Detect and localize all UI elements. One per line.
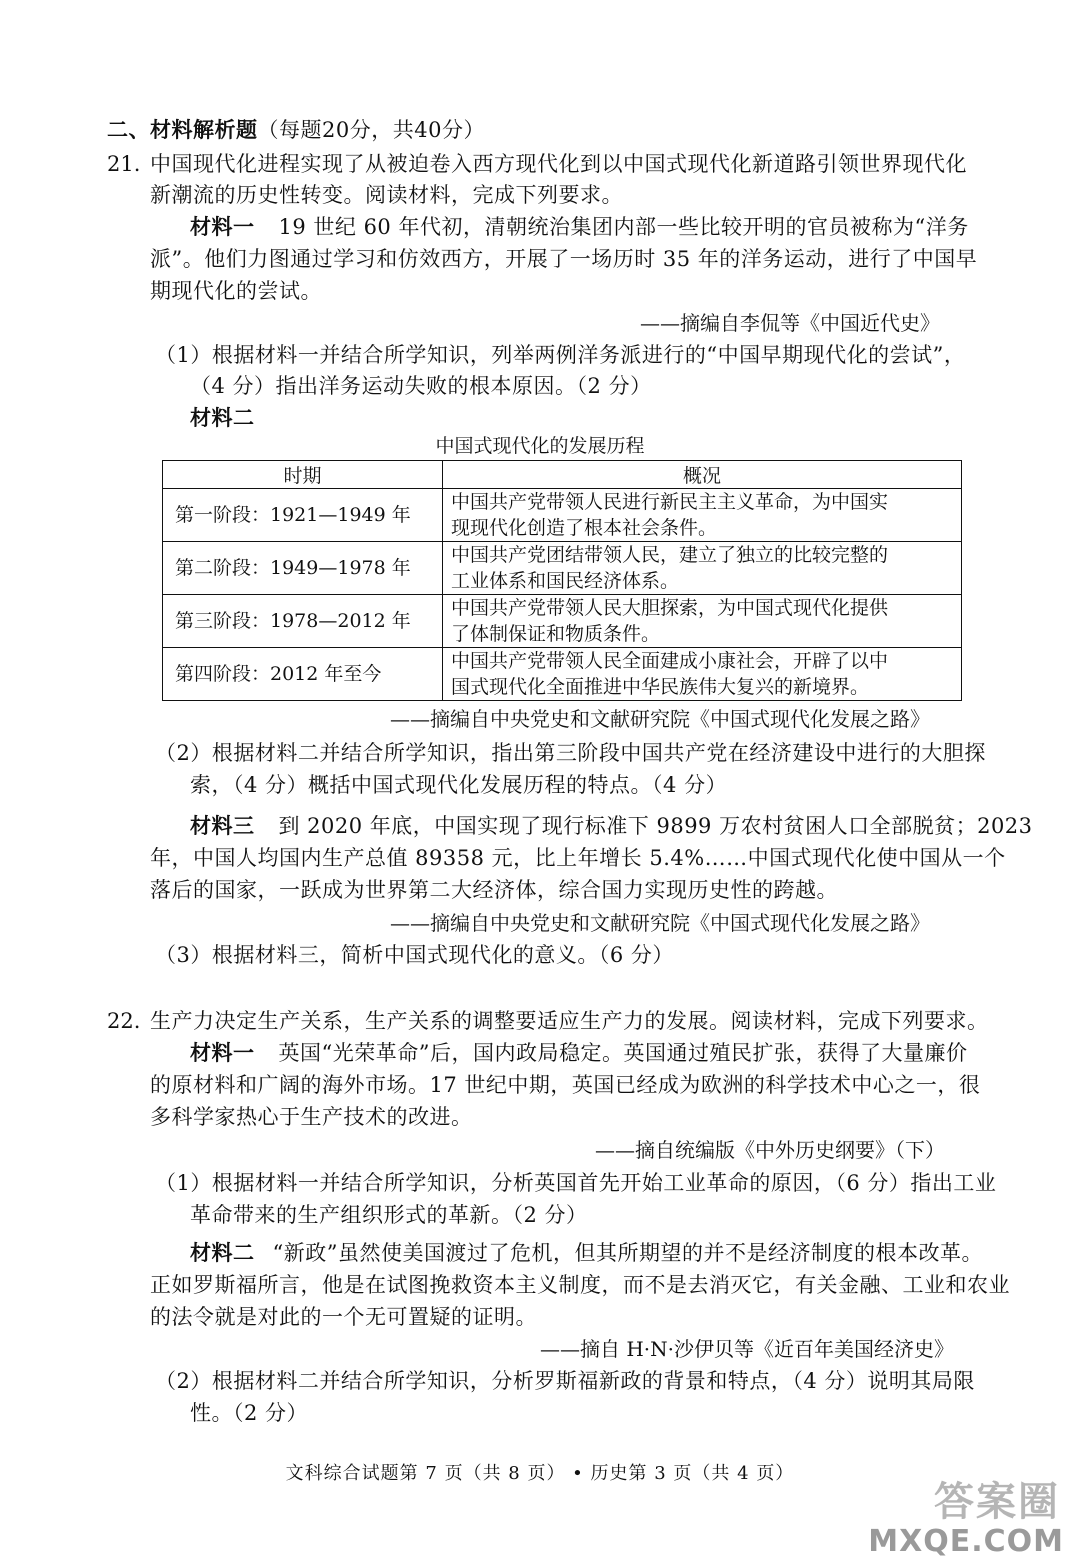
watermark-url: MXQE.COM [868, 1524, 1064, 1559]
q22-material-2-line-1 [190, 1238, 983, 1268]
q21-sub-1-line-1: （1）根据材料一并结合所学知识，列举两例洋务派进行的“中国早期现代化的尝试”， [155, 343, 966, 367]
table-cell-overview [443, 595, 962, 648]
q22-material-1-source: ——摘自统编版《中外历史纲要》（下） [595, 1138, 945, 1162]
table-cell-overview [443, 648, 962, 701]
overview-line: 中国共产党带领人民大胆探索，为中国式现代化提供 [451, 597, 889, 619]
q22-material-2-label: 材料二 [190, 1240, 255, 1265]
question-21-number: 21. [107, 152, 141, 176]
table-row [163, 595, 962, 648]
section-note: （每题20分，共40分） [257, 118, 485, 142]
q21-sub-2-line-1: （2）根据材料二并结合所学知识，指出第三阶段中国共产党在经济建设中进行的大胆探 [155, 741, 986, 765]
table-row [163, 542, 962, 595]
table-header-row [163, 461, 962, 489]
q22-material-2-text-1: “新政”虽然使美国渡过了危机，但其所期望的并不是经济制度的根本改革。 [272, 1241, 983, 1265]
overview-line: 中国共产党带领人民进行新民主主义革命，为中国实 [451, 491, 889, 513]
development-table [162, 460, 962, 701]
q22-material-1-text-1: 英国“光荣革命”后，国内政局稳定。英国通过殖民扩张，获得了大量廉价 [278, 1041, 968, 1065]
table-cell-period: 第三阶段：1978—2012 年 [163, 595, 443, 648]
q22-sub-2-line-1: （2）根据材料二并结合所学知识，分析罗斯福新政的背景和特点，（4 分）说明其局限 [155, 1369, 975, 1393]
overview-line: 国式现代化全面推进中华民族伟大复兴的新境界。 [451, 676, 870, 698]
q22-material-2-source: ——摘自 H·N·沙伊贝等《近百年美国经济史》 [540, 1337, 955, 1361]
q21-material-1-label: 材料一 [190, 214, 255, 239]
table-title: 中国式现代化的发展历程 [435, 435, 645, 457]
overview-line: 现现代化创造了根本社会条件。 [451, 517, 718, 539]
q22-sub-2-line-2: 性。（2 分） [190, 1401, 309, 1425]
table-cell-period: 第四阶段：2012 年至今 [163, 648, 443, 701]
section-title: 二、材料解析题 [107, 117, 258, 142]
q21-material-2-source: ——摘编自中央党史和文献研究院《中国式现代化发展之路》 [390, 707, 930, 731]
table-cell-period: 第一阶段：1921—1949 年 [163, 489, 443, 542]
q22-material-1-line-2: 的原材料和广阔的海外市场。17 世纪中期，英国已经成为欧洲的科学技术中心之一，很 [150, 1073, 981, 1097]
q22-intro-line-1: 生产力决定生产关系，生产关系的调整要适应生产力的发展。阅读材料，完成下列要求。 [150, 1009, 989, 1033]
q21-material-3-line-3: 落后的国家，一跃成为世界第二大经济体，综合国力实现历史性的跨越。 [150, 878, 838, 902]
q21-sub-1-line-2: （4 分）指出洋务运动失败的根本原因。（2 分） [190, 374, 652, 398]
q22-material-1-line-3: 多科学家热心于生产技术的改进。 [150, 1105, 473, 1129]
q21-material-1-line-2: 派”。他们力图通过学习和仿效西方，开展了一场历时 35 年的洋务运动，进行了中国早 [150, 247, 978, 271]
q21-intro-line-1: 中国现代化进程实现了从被迫卷入西方现代化到以中国式现代化新道路引领世界现代化 [150, 152, 967, 176]
watermark-logo: 答案圈 [934, 1479, 1060, 1525]
q21-material-3-line-2: 年，中国人均国内生产总值 89358 元，比上年增长 5.4%……中国式现代化使中国从一个 [150, 846, 1006, 870]
overview-line: 工业体系和国民经济体系。 [451, 570, 680, 592]
q21-material-1-line-3: 期现代化的尝试。 [150, 279, 322, 303]
q21-material-1-source: ——摘编自李侃等《中国近代史》 [640, 311, 940, 335]
q22-material-1-label: 材料一 [190, 1040, 255, 1065]
overview-line: 中国共产党团结带领人民，建立了独立的比较完整的 [451, 544, 889, 566]
q21-sub-2-line-2: 索，（4 分）概括中国式现代化发展历程的特点。（4 分） [190, 773, 728, 797]
q21-sub-3-line-1: （3）根据材料三，简析中国式现代化的意义。（6 分） [155, 943, 674, 967]
table-cell-overview [443, 489, 962, 542]
overview-line: 中国共产党带领人民全面建成小康社会，开辟了以中 [451, 650, 889, 672]
table-row [163, 489, 962, 542]
q22-sub-1-line-2: 革命带来的生产组织形式的革新。（2 分） [190, 1203, 588, 1227]
table-cell-overview [443, 542, 962, 595]
table-cell-period: 第二阶段：1949—1978 年 [163, 542, 443, 595]
q22-material-2-line-2: 正如罗斯福所言，他是在试图挽救资本主义制度，而不是去消灭它，有关金融、工业和农业 [150, 1273, 1010, 1297]
section-heading [107, 115, 485, 145]
table-header-period: 时期 [163, 461, 443, 489]
q21-material-3-label: 材料三 [190, 813, 255, 838]
q21-material-3-text-1: 到 2020 年底，中国实现了现行标准下 9899 万农村贫困人口全部脱贫；2023 [278, 814, 1033, 838]
table-row [163, 648, 962, 701]
q21-material-1-text-1: 19 世纪 60 年代初，清朝统治集团内部一些比较开明的官员被称为“洋务 [278, 215, 969, 239]
q21-material-1-line-1 [190, 212, 969, 242]
q21-material-3-source: ——摘编自中央党史和文献研究院《中国式现代化发展之路》 [390, 911, 930, 935]
q22-material-2-line-3: 的法令就是对此的一个无可置疑的证明。 [150, 1305, 537, 1329]
overview-line: 了体制保证和物质条件。 [451, 623, 661, 645]
page-footer: 文科综合试题第 7 页（共 8 页） • 历史第 3 页（共 4 页） [285, 1463, 795, 1484]
q22-material-1-line-1 [190, 1038, 967, 1068]
q22-sub-1-line-1: （1）根据材料一并结合所学知识，分析英国首先开始工业革命的原因，（6 分）指出工业 [155, 1171, 997, 1195]
table-header-overview: 概况 [443, 461, 962, 489]
question-22-number: 22. [107, 1009, 141, 1033]
q21-material-2-label: 材料二 [190, 405, 255, 430]
q21-intro-line-2: 新潮流的历史性转变。阅读材料，完成下列要求。 [150, 183, 623, 207]
q21-material-3-line-1 [190, 811, 1033, 841]
